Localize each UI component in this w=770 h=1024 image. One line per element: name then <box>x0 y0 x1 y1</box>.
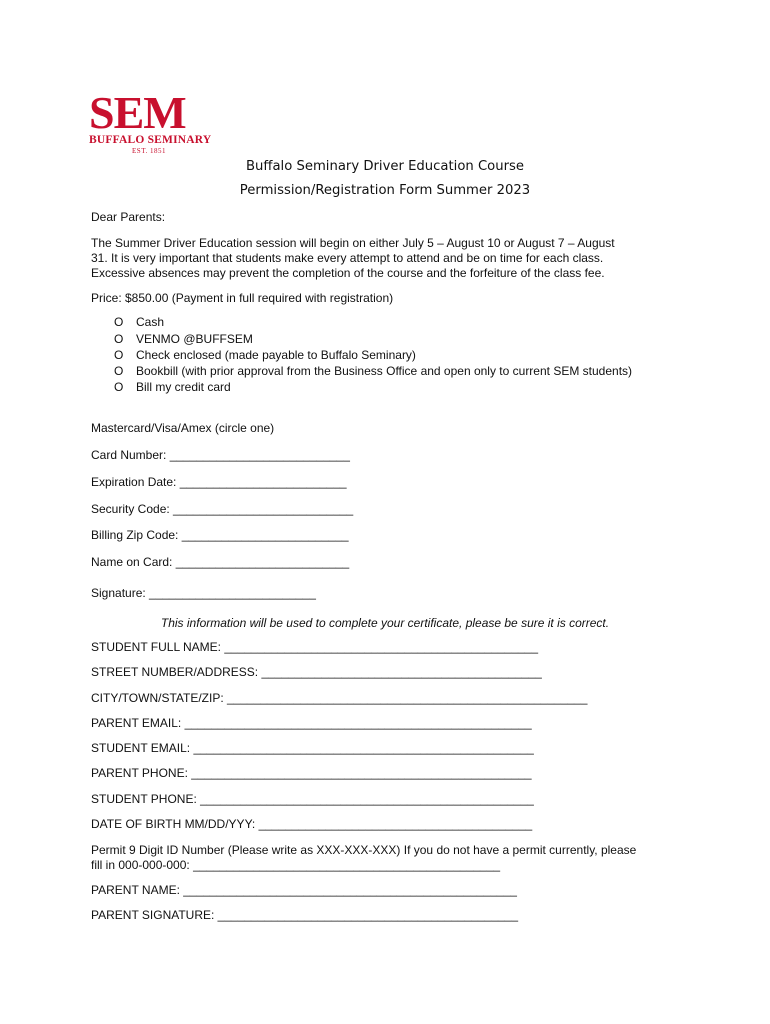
parent-email-field[interactable]: PARENT EMAIL: ____________________________________________________ <box>91 716 532 730</box>
student-email-field[interactable]: STUDENT EMAIL: ___________________________________________________ <box>91 741 534 755</box>
radio-mark: O <box>114 380 124 394</box>
signature-line: _________________________ <box>145 586 316 600</box>
payment-option-credit-card[interactable] <box>114 380 231 394</box>
student-full-name-field[interactable]: STUDENT FULL NAME: _______________________________________________ <box>91 640 539 654</box>
certificate-note: This information will be used to complete your certificate, please be sure it is correct. <box>160 616 610 630</box>
permit-id-field[interactable]: fill in 000-000-000: ______________________________________________ <box>91 858 501 872</box>
form-title-line2: Permission/Registration Form Summer 2023 <box>239 183 531 198</box>
logo-est: EST. 1851 <box>132 147 166 155</box>
radio-mark: O <box>114 315 124 329</box>
card-number-field[interactable]: Card Number: ___________________________ <box>91 448 350 462</box>
radio-mark: O <box>114 332 124 346</box>
expiration-date-field[interactable]: Expiration Date: _________________________ <box>91 475 347 489</box>
option-label: Cash <box>136 315 165 329</box>
option-label: Bill my credit card <box>136 380 231 394</box>
signature-label: Signature: <box>91 586 146 600</box>
parent-phone-field[interactable]: PARENT PHONE: ___________________________________________________ <box>91 766 532 780</box>
name-on-card-field[interactable]: Name on Card: __________________________ <box>91 555 350 569</box>
price-line: Price: $850.00 (Payment in full required with registration) <box>91 291 394 305</box>
security-code-field[interactable]: Security Code: ___________________________ <box>91 502 354 516</box>
date-of-birth-field[interactable]: DATE OF BIRTH MM/DD/YYY: _________________________________________ <box>91 817 533 831</box>
radio-mark: O <box>114 364 124 378</box>
billing-zip-field[interactable]: Billing Zip Code: _________________________ <box>91 528 349 542</box>
card-type-label: Mastercard/Visa/Amex (circle one) <box>91 421 275 435</box>
parent-signature-field[interactable]: PARENT SIGNATURE: _____________________________________________ <box>91 908 519 922</box>
payment-option-check[interactable] <box>114 348 416 362</box>
option-label: Check enclosed (made payable to Buffalo Seminary) <box>136 348 416 362</box>
sem-logo <box>89 87 213 164</box>
signature-field[interactable] <box>91 586 316 601</box>
logo-school-name: BUFFALO SEMINARY <box>89 134 212 146</box>
payment-option-cash[interactable] <box>114 315 164 329</box>
student-phone-field[interactable]: STUDENT PHONE: __________________________________________________ <box>91 792 534 806</box>
logo-wordmark: SEM <box>89 87 186 138</box>
option-label: VENMO @BUFFSEM <box>136 332 253 346</box>
street-address-field[interactable]: STREET NUMBER/ADDRESS: __________________________________________ <box>91 665 542 679</box>
intro-line-3: Excessive absences may prevent the completion of the course and the forfeiture of the class fee. <box>91 266 605 280</box>
intro-line-1: The Summer Driver Education session will begin on either July 5 – August 10 or August 7 – August <box>91 236 615 250</box>
greeting: Dear Parents: <box>91 210 166 224</box>
payment-option-venmo[interactable] <box>114 332 253 346</box>
form-title-line1: Buffalo Seminary Driver Education Course <box>245 159 524 174</box>
parent-name-field[interactable]: PARENT NAME: __________________________________________________ <box>91 883 517 897</box>
intro-line-2: 31. It is very important that students make every attempt to attend and be on time for each class. <box>91 251 604 265</box>
radio-mark: O <box>114 348 124 362</box>
city-state-zip-field[interactable]: CITY/TOWN/STATE/ZIP: ______________________________________________________ <box>91 691 588 705</box>
permit-id-label: Permit 9 Digit ID Number (Please write as XXX-XXX-XXX) If you do not have a permit currently, please <box>91 843 637 857</box>
option-label: Bookbill (with prior approval from the Business Office and open only to current SEM students) <box>136 364 633 378</box>
payment-option-bookbill[interactable] <box>114 364 632 378</box>
